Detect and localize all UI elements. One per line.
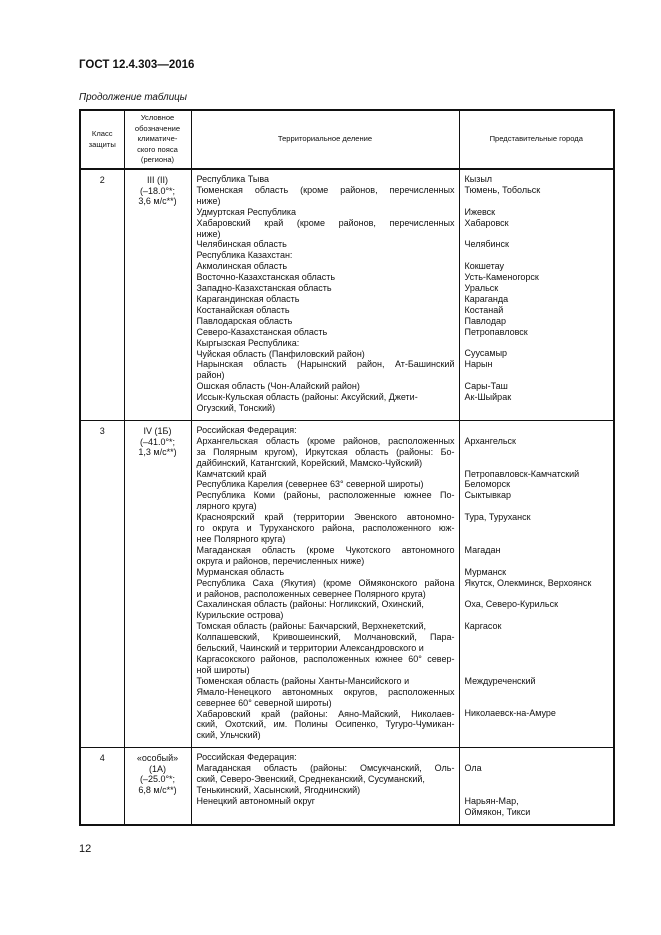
territory-line: за Полярным кругом), Иркутская область (районы: Бо-	[196, 446, 455, 457]
territory-line: Нарынская область (Нарынский район, Ат-Башинский	[196, 359, 455, 370]
city-line	[465, 752, 610, 763]
city-line: Петропавловск-Камчатский	[464, 468, 580, 479]
city-line: Ола	[464, 763, 482, 774]
standard-code: ГОСТ 12.4.303—2016	[79, 59, 195, 71]
city-line: Оймякон, Тикси	[464, 806, 531, 817]
territory-line: лярного круга)	[196, 501, 257, 512]
territory-line: ский, Охотский, им. Полины Осипенко, Тугуро-Чумикан-	[196, 719, 455, 730]
territory-line: Республика Саха (Якутия) (кроме Оймяконского района	[196, 577, 455, 588]
zone-line: «особый»	[136, 753, 179, 764]
territory-line: Российская Федерация:	[196, 752, 297, 763]
protection-class: 4	[80, 748, 124, 825]
territory-line: Республика Коми (районы, расположенные южнее По-	[196, 490, 455, 501]
table-row	[80, 748, 614, 825]
city-line: Мурманск	[464, 566, 507, 577]
territory-line: Тюменская область (кроме районов, перечисленных	[196, 184, 455, 195]
territory-line: Республика Карелия (севернее 63° северной широты)	[196, 479, 424, 490]
territory-line: Российская Федерация:	[196, 424, 297, 435]
city-line: Петропавловск	[464, 326, 528, 337]
header-text: Условное	[140, 113, 175, 123]
header-text: ского пояса	[137, 144, 178, 154]
city-line: Кызыл	[464, 174, 493, 184]
territory-line: Архангельская область (кроме районов, расположенных	[196, 435, 455, 446]
territory-line: Карагандинская область	[196, 293, 300, 304]
header-text: Класс	[91, 129, 113, 138]
city-line	[465, 610, 610, 621]
territory-line: ский, Северо-Эвенский, Среднеканский, Сусуманский,	[196, 774, 425, 785]
territory-line: Ямало-Ненецкого автономных округов, расположенных	[196, 686, 455, 697]
territory-line: нее Полярного круга)	[196, 534, 286, 544]
city-line	[465, 534, 610, 545]
territory-line: Томская область (районы: Бакчарский, Верхнекетский,	[196, 621, 426, 632]
city-line	[465, 523, 610, 534]
city-line: Нарьян-Мар,	[464, 795, 519, 806]
city-line	[465, 632, 610, 643]
territory-line: Хабаровский край (кроме районов, перечисленных	[196, 217, 455, 228]
city-line	[465, 697, 610, 708]
city-line	[465, 730, 610, 741]
cities-cell	[459, 748, 614, 825]
territory-line: Челябинская область	[196, 239, 287, 250]
cities-cell	[459, 169, 614, 420]
territory-line: Западно-Казахстанская область	[196, 283, 332, 294]
territory-line: севернее 60° северной широты)	[196, 697, 332, 708]
city-line	[465, 556, 610, 567]
city-line: Сыктывкар	[464, 490, 512, 501]
territory-line: Иссык-Кульская область (районы: Аксуйский, Джети-	[196, 392, 418, 403]
city-line	[465, 785, 610, 796]
page-number: 12	[79, 843, 92, 855]
city-line: Беломорск	[464, 479, 511, 490]
city-line	[465, 588, 610, 599]
territory-line: Магаданская область (районы: Омсукчанский, Оль-	[196, 763, 455, 774]
header-text: Территориальное деление	[277, 134, 373, 144]
territory-line: го округа и Туруханского района, расположенного юж-	[196, 523, 455, 534]
territory-cell	[191, 420, 459, 747]
city-line	[465, 501, 610, 512]
city-line: Оха, Северо-Курильск	[464, 599, 559, 610]
city-line	[465, 338, 610, 349]
territory-line: Акмолинская область	[196, 261, 288, 272]
city-line: Якутск, Олекминск, Верхоянск	[464, 577, 592, 588]
city-line: Ак-Шыйрак	[464, 392, 512, 403]
header-text: климатиче-	[137, 134, 178, 144]
header-text: защиты	[88, 139, 116, 149]
territory-line: Огузский, Тонский)	[196, 403, 276, 414]
territory-line: Чуйская область (Панфиловский район)	[196, 348, 365, 359]
city-line	[465, 250, 610, 261]
city-line	[465, 229, 610, 240]
city-line: Караганда	[464, 293, 509, 304]
city-line	[465, 370, 610, 381]
territory-line: Ненецкий автономный округ	[196, 795, 316, 806]
city-line: Тюмень, Тобольск	[464, 184, 541, 195]
territory-cell	[191, 169, 459, 420]
city-line	[465, 458, 610, 469]
territory-line: дайбинский, Катангский, Корейский, Мамско-Чуйский)	[196, 457, 423, 468]
territory-line: Хабаровский край (районы: Аяно-Майский, Николаев-	[196, 708, 455, 719]
climate-zone	[124, 420, 191, 747]
territory-line: Удмуртская Республика	[196, 206, 297, 217]
zone-line: (1А)	[148, 763, 166, 774]
zone-line: 3,6 м/с**)	[138, 196, 177, 207]
territory-line: Сахалинская область (районы: Ногликский, Охинский,	[196, 599, 424, 610]
city-line	[465, 403, 610, 414]
city-line	[465, 719, 610, 730]
city-line: Усть-Каменогорск	[464, 272, 539, 283]
territory-line: округа и районов, перечисленных ниже)	[196, 555, 365, 566]
territory-line: ский, Ульчский)	[196, 730, 261, 741]
table-row	[80, 169, 614, 420]
header-text: обозначение	[134, 123, 181, 133]
city-line: Каргасок	[464, 621, 502, 632]
city-line	[465, 447, 610, 458]
territory-line: Магаданская область (кроме Чукотского автономного	[196, 544, 455, 555]
protection-class: 2	[80, 169, 124, 420]
city-line	[465, 425, 610, 436]
cities-cell	[459, 420, 614, 747]
territory-line: Республика Казахстан:	[196, 250, 293, 261]
zone-line: 1,3 м/с**)	[138, 447, 177, 458]
territory-line: бельский, Чаинский и территории Александровского и	[196, 643, 424, 654]
city-line	[465, 665, 610, 676]
zone-line: (–41.0°*;	[139, 436, 176, 447]
territory-line: район)	[196, 370, 225, 381]
table-header-row	[80, 110, 614, 169]
territory-line: Курильские острова)	[196, 610, 284, 621]
city-line	[465, 686, 610, 697]
city-line: Николаевск-на-Амуре	[464, 708, 556, 719]
territory-line: Северо-Казахстанская область	[196, 326, 328, 337]
territory-line: Костанайская область	[196, 304, 290, 315]
city-line: Челябинск	[464, 239, 509, 250]
city-line: Нарын	[464, 359, 493, 370]
territory-line: Республика Тыва	[196, 174, 270, 184]
zone-line: (–25.0°*;	[139, 774, 176, 785]
territory-line: и районов, расположенных севернее Полярного круга)	[196, 588, 426, 599]
territory-line: Ошская область (Чон-Алайский район)	[196, 381, 360, 392]
table-caption: Продолжение таблицы	[79, 92, 187, 103]
city-line: Тура, Туруханск	[464, 512, 531, 523]
city-line: Магадан	[464, 544, 501, 555]
city-line: Суусамыр	[464, 348, 508, 359]
city-line	[465, 196, 610, 207]
climate-zone	[124, 169, 191, 420]
territory-line: Кыргызская Республика:	[196, 337, 300, 348]
territory-line: Каргасокского районов, расположенных южнее 60° север-	[196, 653, 455, 664]
city-line	[465, 654, 610, 665]
city-line: Уральск	[464, 283, 499, 294]
city-line: Павлодар	[464, 315, 506, 326]
zone-line: (–18.0°*;	[139, 185, 176, 196]
territory-line: Колпашевский, Кривошеинский, Молчановский, Пара-	[196, 632, 455, 643]
city-line: Кокшетау	[464, 261, 505, 272]
territory-line: Камчатский край	[196, 468, 267, 479]
header-text: (региона)	[140, 155, 175, 165]
city-line	[465, 774, 610, 785]
climate-zone-table	[79, 109, 615, 826]
territory-line: ниже)	[196, 195, 221, 206]
climate-zone	[124, 748, 191, 825]
city-line: Костанай	[464, 304, 504, 315]
territory-line: Павлодарская область	[196, 315, 293, 326]
city-line: Хабаровск	[464, 217, 509, 228]
city-line	[465, 643, 610, 654]
territory-line: Красноярский край (территории Эвенского автономно-	[196, 512, 455, 523]
protection-class: 3	[80, 420, 124, 747]
city-line: Ижевск	[464, 206, 496, 217]
territory-cell	[191, 748, 459, 825]
header-class	[80, 110, 124, 169]
table-body	[80, 169, 614, 825]
city-line: Сары-Таш	[464, 381, 508, 392]
city-line: Междуреченский	[464, 675, 536, 686]
header-cities	[459, 110, 614, 169]
header-text: Представительные города	[489, 134, 583, 144]
table-row	[80, 420, 614, 747]
zone-line: III (II)	[147, 175, 168, 185]
city-line: Архангельск	[464, 435, 516, 446]
header-territory	[191, 110, 459, 169]
territory-line: Тюменская область (районы Ханты-Мансийского и	[196, 675, 410, 686]
territory-line: ной широты)	[196, 664, 250, 675]
header-zone	[124, 110, 191, 169]
territory-line: Тенькинский, Хасынский, Ягоднинский)	[196, 784, 361, 795]
territory-line: ниже)	[196, 228, 221, 239]
zone-line: 6,8 м/с**)	[138, 785, 177, 795]
zone-line: IV (1Б)	[143, 425, 172, 436]
territory-line: Мурманская область	[196, 566, 285, 577]
territory-line: Восточно-Казахстанская область	[196, 272, 336, 283]
